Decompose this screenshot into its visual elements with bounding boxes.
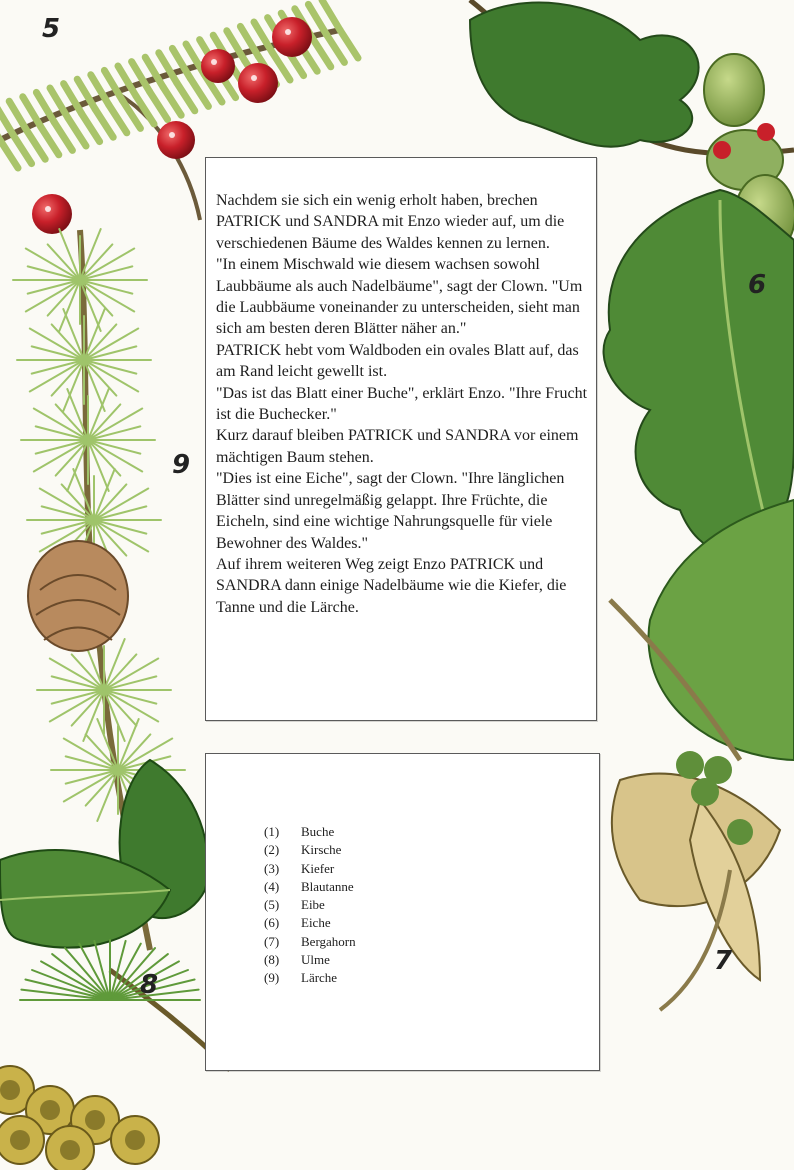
legend-tree-name: Blautanne bbox=[301, 878, 354, 894]
story-paragraph: Auf ihrem weiteren Weg zeigt Enzo PATRICK und SANDRA dann einige Nadelbäume wie die Kiefer, die Tanne und die Lärche. bbox=[216, 555, 567, 616]
illustration-number-5: 5 bbox=[42, 14, 61, 44]
story-paragraph: Nachdem sie sich ein wenig erholt haben, brechen PATRICK und SANDRA mit Enzo wieder auf, um die verschiedenen Bäume des Waldes kennen zu lernen. bbox=[216, 192, 565, 252]
story-paragraph: "Das ist das Blatt einer Buche", erklärt Enzo. "Ihre Frucht ist die Buchecker." bbox=[216, 384, 588, 424]
berry-icon bbox=[272, 17, 312, 57]
legend-number: (7) bbox=[264, 933, 280, 949]
seed-icon bbox=[727, 819, 753, 845]
elm-branch-illustration bbox=[0, 760, 230, 1170]
illustration-number-7: 7 bbox=[714, 946, 733, 976]
legend-item bbox=[264, 914, 356, 932]
legend-number: (5) bbox=[264, 897, 280, 913]
tree-legend-box bbox=[205, 753, 600, 1071]
story-paragraph: "In einem Mischwald wie diesem wachsen sowohl Laubbäume als auch Nadelbäume", sagt der Clown. "Um die Laubbäume voneinander zu unterscheiden, sieht man sich am besten deren Blätter näher an." bbox=[216, 256, 583, 338]
berry-icon bbox=[32, 194, 72, 234]
legend-item bbox=[264, 823, 356, 841]
legend-tree-name: Kiefer bbox=[301, 860, 335, 876]
legend-number: (8) bbox=[264, 952, 280, 968]
story-text-box bbox=[205, 157, 597, 721]
legend-item bbox=[264, 841, 356, 859]
legend-item bbox=[264, 896, 356, 914]
story-paragraph: "Dies ist eine Eiche", sagt der Clown. "Ihre länglichen Blätter sind unregelmäßig gelappt. Ihre Früchte, die Eicheln, sind eine wichtige Nahrungsquelle für viele Bewohner des Waldes." bbox=[216, 470, 565, 552]
legend-tree-name: Ulme bbox=[301, 952, 330, 968]
story-paragraph: PATRICK hebt vom Waldboden ein ovales Blatt auf, das am Rand leicht gewellt ist. bbox=[216, 341, 579, 381]
legend-number: (1) bbox=[264, 824, 280, 839]
legend-item bbox=[264, 860, 356, 878]
story-paragraph: Kurz darauf bleiben PATRICK und SANDRA vor einem mächtigen Baum stehen. bbox=[216, 427, 579, 466]
illustration-number-8: 8 bbox=[140, 970, 159, 1000]
illustration-number-6: 6 bbox=[748, 270, 767, 300]
cone-icon bbox=[28, 541, 128, 651]
legend-number: (2) bbox=[264, 842, 280, 858]
legend-item bbox=[264, 969, 356, 987]
legend-tree-name: Bergahorn bbox=[301, 933, 356, 949]
legend-number: (6) bbox=[264, 915, 280, 931]
illustration-number-9: 9 bbox=[172, 450, 191, 480]
berry-icon bbox=[201, 49, 235, 83]
story-text bbox=[216, 190, 592, 618]
legend-item bbox=[264, 951, 356, 969]
tree-legend-list bbox=[264, 823, 356, 988]
berry-icon bbox=[157, 121, 195, 159]
legend-tree-name: Lärche bbox=[301, 970, 338, 986]
legend-number: (9) bbox=[264, 970, 280, 986]
legend-item bbox=[264, 933, 356, 951]
legend-number: (4) bbox=[264, 878, 280, 894]
seed-icon bbox=[676, 751, 704, 779]
legend-item bbox=[264, 878, 356, 896]
legend-number: (3) bbox=[264, 860, 280, 876]
legend-tree-name: Eibe bbox=[301, 897, 325, 913]
legend-tree-name: Eiche bbox=[301, 915, 331, 931]
legend-tree-name: Buche bbox=[301, 824, 335, 839]
acorn-icon bbox=[704, 54, 764, 126]
legend-tree-name: Kirsche bbox=[301, 842, 342, 858]
berry-icon bbox=[238, 63, 278, 103]
seed-icon bbox=[691, 778, 719, 806]
maple-branch-illustration bbox=[610, 500, 794, 1010]
